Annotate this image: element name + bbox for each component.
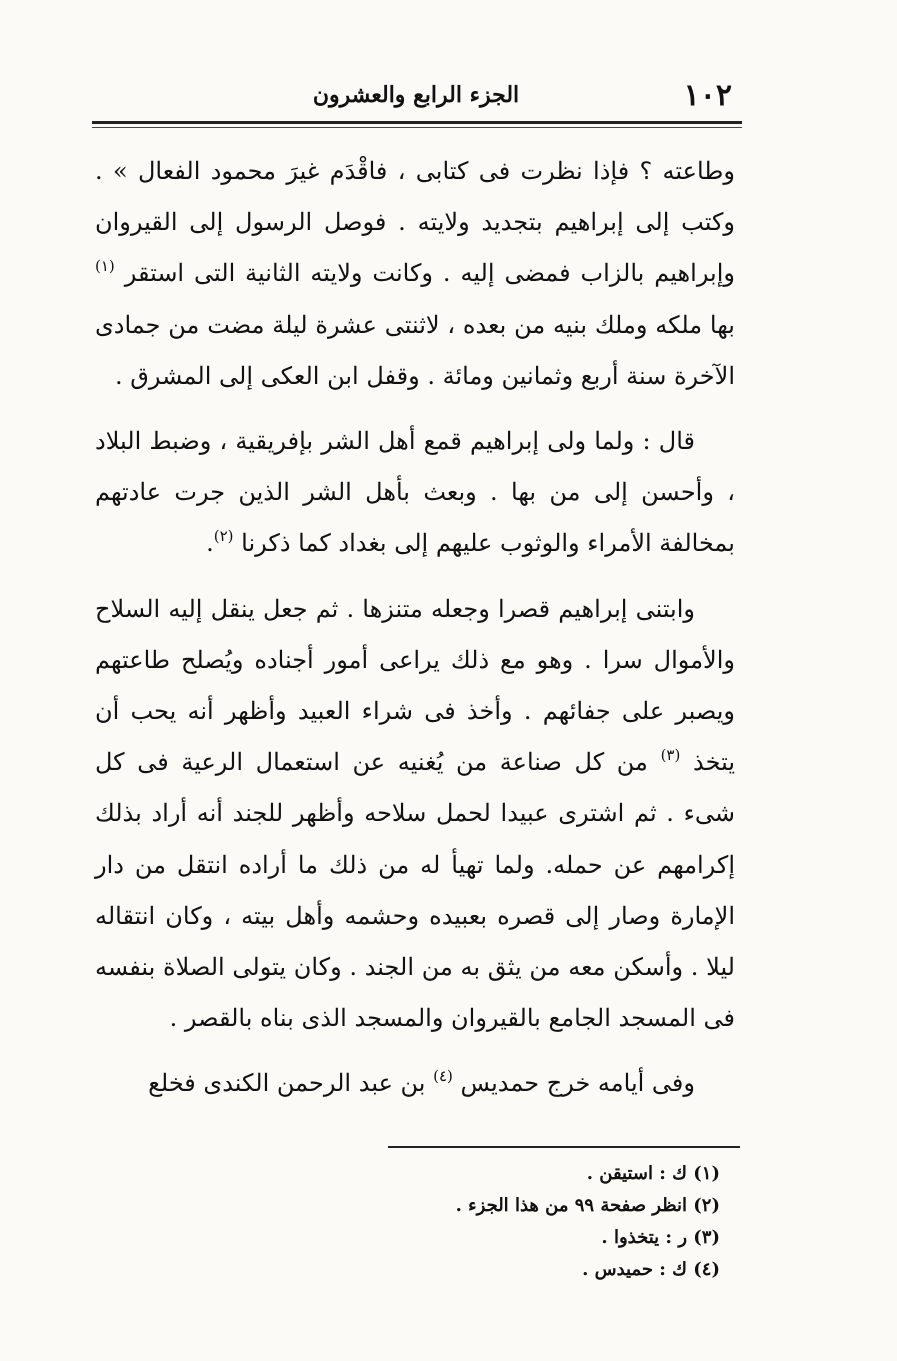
footnotes bbox=[380, 1158, 720, 1286]
paragraph-text: . bbox=[206, 529, 214, 558]
main-text bbox=[95, 146, 735, 1110]
paragraph-text: وطاعته ؟ فإذا نظرت فى كتابى ، فاقْدَم غيرَ محمود الفعال » . وكتب إلى إبراهيم بتجديد ولايته . فوصل الرسول إلى القيروان وإبراهيم بالزاب فمضى إليه . وكانت ولايته الثانية التى استقر bbox=[95, 157, 735, 288]
paragraph-text: وابتنى إبراهيم قصرا وجعله متنزها . ثم جعل ينقل إليه السلاح والأموال سرا . وهو مع ذلك يراعى أمور أجناده ويُصلح طاعتهم ويصبر على جفائهم . وأخذ فى شراء العبيد وأظهر أنه يحب أن يتخذ bbox=[95, 594, 735, 777]
footnote-2: (٢) انظر صفحة ٩٩ من هذا الجزء . bbox=[455, 1195, 720, 1216]
paragraph-4 bbox=[95, 1058, 735, 1109]
footnote-4: (٤) ك : حميدس . bbox=[582, 1259, 720, 1280]
paragraph-text: من كل صناعة من يُغنيه عن استعمال الرعية فى كل شىء . ثم اشترى عبيدا لحمل سلاحه وأظهر للجند أنه أراد بذلك إكرامهم عن حمله. ولما تهيأ له من ذلك ما أراده انتقل من دار الإمارة وصار إلى قصره بعبيده وحشمه وأهل بيته ، وكان انتقاله ليلا . وأسكن معه من يثق به من الجند . وكان يتولى الصلاة بنفسه فى المسجد الجامع بالقيروان والمسجد الذى بناه بالقصر . bbox=[95, 748, 735, 1033]
paragraph-3 bbox=[95, 584, 735, 1045]
footnote-marker-4: (٤) bbox=[433, 1067, 453, 1086]
header-rule bbox=[92, 121, 742, 124]
footnote-marker-3: (٣) bbox=[660, 746, 681, 765]
page-number: ١٠٢ bbox=[683, 78, 732, 113]
paragraph-text: قال : ولما ولى إبراهيم قمع أهل الشر بإفريقية ، وضبط البلاد ، وأحسن إلى من بها . وبعث بأهل الشر الذين جرت عادتهم بمخالفة الأمراء والوثوب عليهم إلى بغداد كما ذكرنا bbox=[95, 427, 735, 558]
running-title: الجزء الرابع والعشرون bbox=[312, 82, 520, 108]
paragraph-2 bbox=[95, 416, 735, 570]
footnote-rule bbox=[388, 1146, 740, 1148]
header-rule-thin bbox=[92, 127, 742, 128]
footnote-3: (٣) ر : يتخذوا . bbox=[601, 1227, 720, 1248]
paragraph-1 bbox=[95, 146, 735, 402]
page-header bbox=[92, 74, 740, 120]
footnote-1: (١) ك : استيقن . bbox=[586, 1163, 720, 1184]
paragraph-text: بها ملكه وملك بنيه من بعده ، لاثنتى عشرة ليلة مضت من جمادى الآخرة سنة أربع وثمانين ومائة . وقفل ابن العكى إلى المشرق . bbox=[95, 310, 735, 390]
paragraph-text: وفى أيامه خرج حمديس bbox=[452, 1069, 695, 1098]
paragraph-text: بن عبد الرحمن الكندى فخلع bbox=[148, 1069, 434, 1098]
footnote-marker-1: (١) bbox=[95, 257, 115, 276]
footnote-marker-2: (٢) bbox=[213, 527, 234, 546]
